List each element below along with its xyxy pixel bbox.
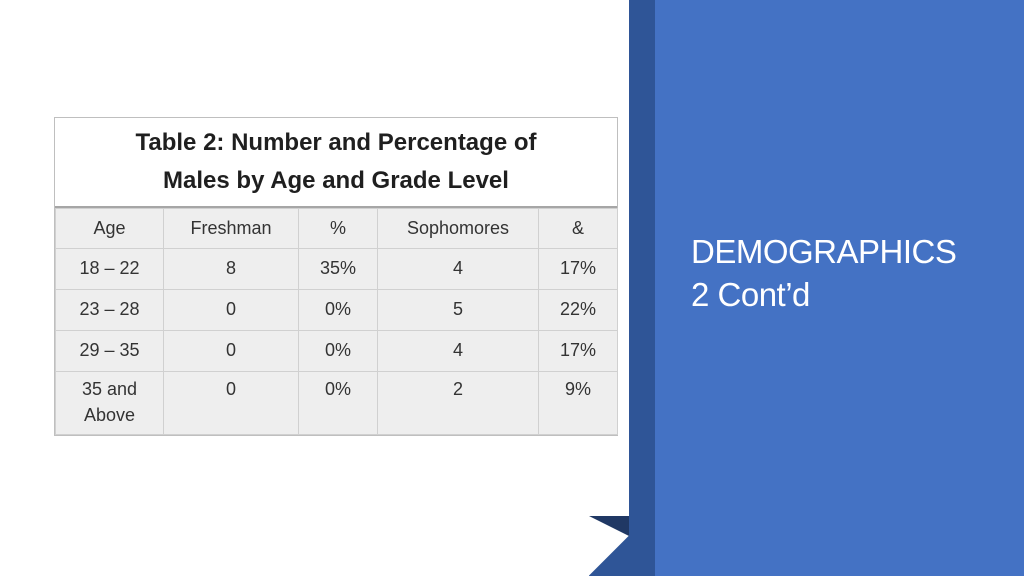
slide-title-line-1: DEMOGRAPHICS xyxy=(691,233,957,270)
table-caption-line-2: Males by Age and Grade Level xyxy=(163,167,509,194)
slide-title-line-2: 2 Cont’d xyxy=(691,276,810,313)
header-cell: % xyxy=(299,209,378,249)
table-cell: 23 – 28 xyxy=(56,290,164,331)
slide-title xyxy=(691,230,1011,316)
table-cell: 0 xyxy=(164,372,299,435)
table-caption xyxy=(55,118,617,208)
panel-fold-corner xyxy=(589,516,629,536)
table-caption-line-1: Table 2: Number and Percentage of xyxy=(135,129,537,156)
table-grid xyxy=(55,208,618,435)
table-cell: 35% xyxy=(299,249,378,290)
table-cell: 9% xyxy=(539,372,618,435)
table-row xyxy=(56,290,618,331)
data-table xyxy=(54,117,618,436)
table-cell: 0 xyxy=(164,290,299,331)
table-cell: 5 xyxy=(378,290,539,331)
table-header-row xyxy=(56,209,618,249)
header-cell: Freshman xyxy=(164,209,299,249)
table-cell: 18 – 22 xyxy=(56,249,164,290)
table-cell: 0 xyxy=(164,331,299,372)
header-cell: & xyxy=(539,209,618,249)
table-cell: 17% xyxy=(539,249,618,290)
table-cell: 4 xyxy=(378,331,539,372)
table-cell: 17% xyxy=(539,331,618,372)
header-cell: Sophomores xyxy=(378,209,539,249)
table-row xyxy=(56,331,618,372)
table-cell: 2 xyxy=(378,372,539,435)
table-cell: 0% xyxy=(299,290,378,331)
panel-fold-corner-lower xyxy=(589,536,629,576)
table-row xyxy=(56,372,618,435)
table-cell: 0% xyxy=(299,331,378,372)
header-cell: Age xyxy=(56,209,164,249)
panel-shadow-strip xyxy=(629,0,656,576)
table-row xyxy=(56,249,618,290)
table-cell: 22% xyxy=(539,290,618,331)
table-cell: 35 and Above xyxy=(56,372,164,435)
table-cell: 8 xyxy=(164,249,299,290)
table-cell: 29 – 35 xyxy=(56,331,164,372)
table-cell: 4 xyxy=(378,249,539,290)
table-cell: 0% xyxy=(299,372,378,435)
